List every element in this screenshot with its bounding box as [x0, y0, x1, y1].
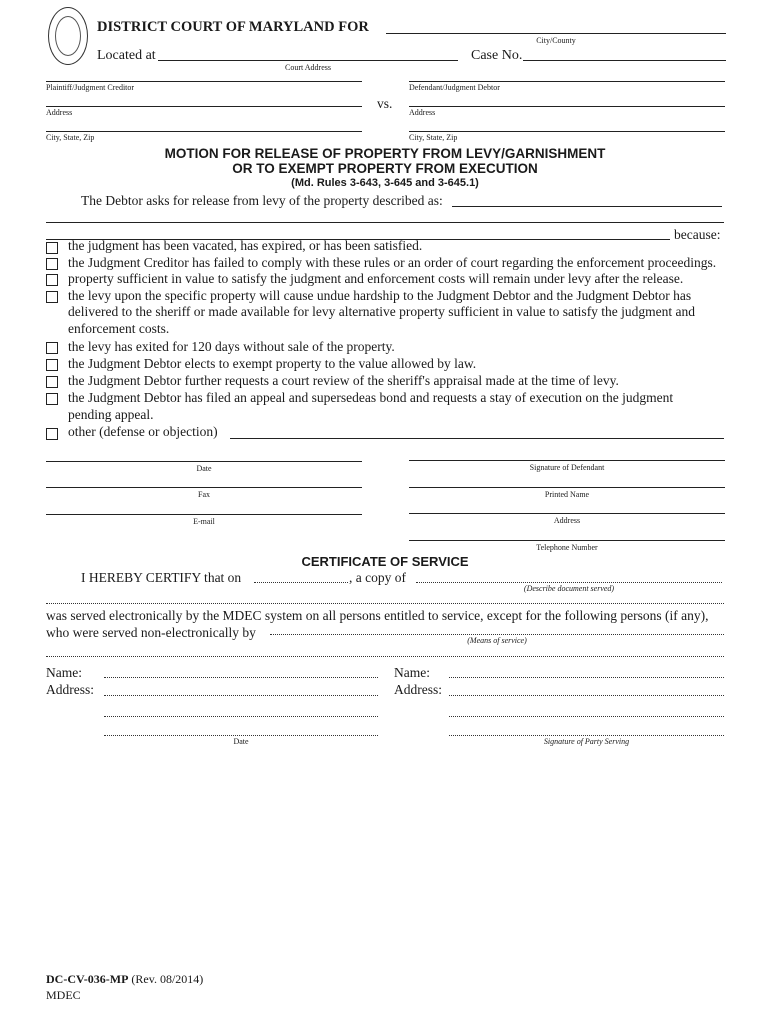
reason-1-line: the judgment has been vacated, has expired, or has been satisfied.	[68, 238, 423, 253]
signature-field[interactable]	[409, 460, 725, 461]
reason-checkbox-4[interactable]	[46, 291, 58, 303]
certify-text: I HEREBY CERTIFY that on	[81, 570, 242, 585]
reason-checkbox-6[interactable]	[46, 359, 58, 371]
reason-checkbox-8[interactable]	[46, 393, 58, 405]
city-county-label: City/County	[536, 36, 576, 45]
case-no-field[interactable]	[523, 60, 726, 61]
intro-text: The Debtor asks for release from levy of the property described as:	[81, 193, 443, 208]
reason-6-line: the Judgment Debtor elects to exempt property to the value allowed by law.	[68, 356, 477, 371]
served-name-label-left: Name:	[46, 665, 82, 680]
copy-of-text: , a copy of	[349, 570, 406, 585]
court-seal-icon	[48, 7, 88, 65]
located-at-label: Located at	[97, 48, 156, 63]
document-served-field[interactable]	[416, 582, 722, 583]
reason-3-line: property sufficient in value to satisfy the judgment and enforcement costs will remain under levy after the release.	[68, 271, 684, 286]
fax-label: Fax	[198, 490, 210, 499]
served-name-field-right[interactable]	[449, 677, 724, 678]
fax-field[interactable]	[46, 487, 362, 488]
motion-rules: (Md. Rules 3-643, 3-645 and 3-645.1)	[291, 177, 479, 189]
served-text-line2: who were served non-electronically by	[46, 625, 256, 640]
served-name-field-left[interactable]	[104, 677, 378, 678]
served-address-field-left-1[interactable]	[104, 695, 378, 696]
serving-signature-label: Signature of Party Serving	[543, 737, 630, 746]
reason-checkbox-1[interactable]	[46, 242, 58, 254]
describe-document-label: (Describe document served)	[523, 584, 615, 593]
form-system: MDEC	[46, 988, 81, 1002]
defendant-city-label: City, State, Zip	[409, 133, 458, 142]
date-label: Date	[196, 464, 212, 473]
signature-label: Signature of Defendant	[529, 463, 605, 472]
served-address-field-right-1[interactable]	[449, 695, 724, 696]
reason-7-line: the Judgment Debtor further requests a court review of the sheriff's appraisal made at the time of levy.	[68, 373, 619, 388]
city-county-field[interactable]	[386, 33, 726, 34]
defendant-field[interactable]	[409, 81, 725, 82]
reason-checkbox-3[interactable]	[46, 274, 58, 286]
court-title: DISTRICT COURT OF MARYLAND FOR	[97, 19, 369, 35]
date-field[interactable]	[46, 461, 362, 462]
form-revision: (Rev. 08/2014)	[131, 972, 204, 986]
other-defense-field[interactable]	[230, 438, 724, 439]
motion-title-line1: MOTION FOR RELEASE OF PROPERTY FROM LEVY/GARNISHMENT	[164, 146, 606, 161]
defendant-address-field[interactable]	[409, 106, 725, 107]
plaintiff-city-label: City, State, Zip	[46, 133, 95, 142]
document-served-field-2[interactable]	[46, 603, 724, 604]
served-address-field-right-2[interactable]	[449, 716, 724, 717]
reason-2-line: the Judgment Creditor has failed to comply with these rules or an order of court regarding the enforcement proceedings.	[68, 255, 717, 270]
served-text-line1: was served electronically by the MDEC system on all persons entitled to service, except for the following persons (if any),	[46, 608, 709, 623]
form-id: DC-CV-036-MP	[46, 972, 129, 986]
email-field[interactable]	[46, 514, 362, 515]
motion-title-line2: OR TO EXEMPT PROPERTY FROM EXECUTION	[232, 161, 538, 176]
served-address-field-left-2[interactable]	[104, 716, 378, 717]
reason-8-line-1: the Judgment Debtor has filed an appeal and supersedeas bond and requests a stay of execution on the judgment	[68, 390, 674, 405]
plaintiff-city-field[interactable]	[46, 131, 362, 132]
means-of-service-field-2[interactable]	[46, 656, 724, 657]
plaintiff-field[interactable]	[46, 81, 362, 82]
reason-4-line-1: the levy upon the specific property will cause undue hardship to the Judgment Debtor and the Judgment Debtor has	[68, 288, 692, 303]
reason-5-line: the levy has exited for 120 days without sale of the property.	[68, 339, 395, 354]
served-address-label-left: Address:	[46, 682, 94, 697]
defendant-label: Defendant/Judgment Debtor	[409, 83, 500, 92]
certificate-heading: CERTIFICATE OF SERVICE	[301, 554, 469, 569]
form-footer	[46, 972, 203, 987]
reason-4-line-2: delivered to the sheriff or made available for levy alternative property sufficient in value to satisfy the judgment and	[68, 304, 696, 319]
reason-9-line: other (defense or objection)	[68, 424, 218, 439]
seal-emblem	[55, 16, 81, 56]
plaintiff-address-label: Address	[46, 108, 73, 117]
means-of-service-label: (Means of service)	[467, 636, 527, 645]
plaintiff-address-field[interactable]	[46, 106, 362, 107]
serving-signature-field[interactable]	[449, 735, 724, 736]
defendant-city-field[interactable]	[409, 131, 725, 132]
plaintiff-label: Plaintiff/Judgment Creditor	[46, 83, 135, 92]
defendant-sig-address-label: Address	[553, 516, 581, 525]
vs-label: vs.	[377, 96, 393, 111]
service-date-field[interactable]	[254, 582, 348, 583]
reason-checkbox-5[interactable]	[46, 342, 58, 354]
reason-8-line-2: pending appeal.	[68, 407, 154, 422]
serving-date-field[interactable]	[104, 735, 378, 736]
property-description-field-1[interactable]	[452, 206, 722, 207]
property-description-field-2[interactable]	[46, 222, 724, 223]
defendant-address-label: Address	[409, 108, 436, 117]
means-of-service-field[interactable]	[270, 634, 724, 635]
reason-4-line-3: enforcement costs.	[68, 321, 170, 336]
email-label: E-mail	[193, 517, 215, 526]
because-label: because:	[674, 227, 721, 242]
served-address-label-right: Address:	[394, 682, 442, 697]
printed-name-field[interactable]	[409, 487, 725, 488]
reason-checkbox-7[interactable]	[46, 376, 58, 388]
telephone-label: Telephone Number	[536, 543, 598, 552]
served-name-label-right: Name:	[394, 665, 430, 680]
court-address-field[interactable]	[158, 60, 458, 61]
telephone-field[interactable]	[409, 540, 725, 541]
court-address-label: Court Address	[285, 63, 331, 72]
defendant-sig-address-field[interactable]	[409, 513, 725, 514]
printed-name-label: Printed Name	[544, 490, 590, 499]
reason-checkbox-9[interactable]	[46, 428, 58, 440]
case-no-label: Case No.	[471, 48, 523, 63]
reason-checkbox-2[interactable]	[46, 258, 58, 270]
serving-date-label: Date	[233, 737, 249, 746]
